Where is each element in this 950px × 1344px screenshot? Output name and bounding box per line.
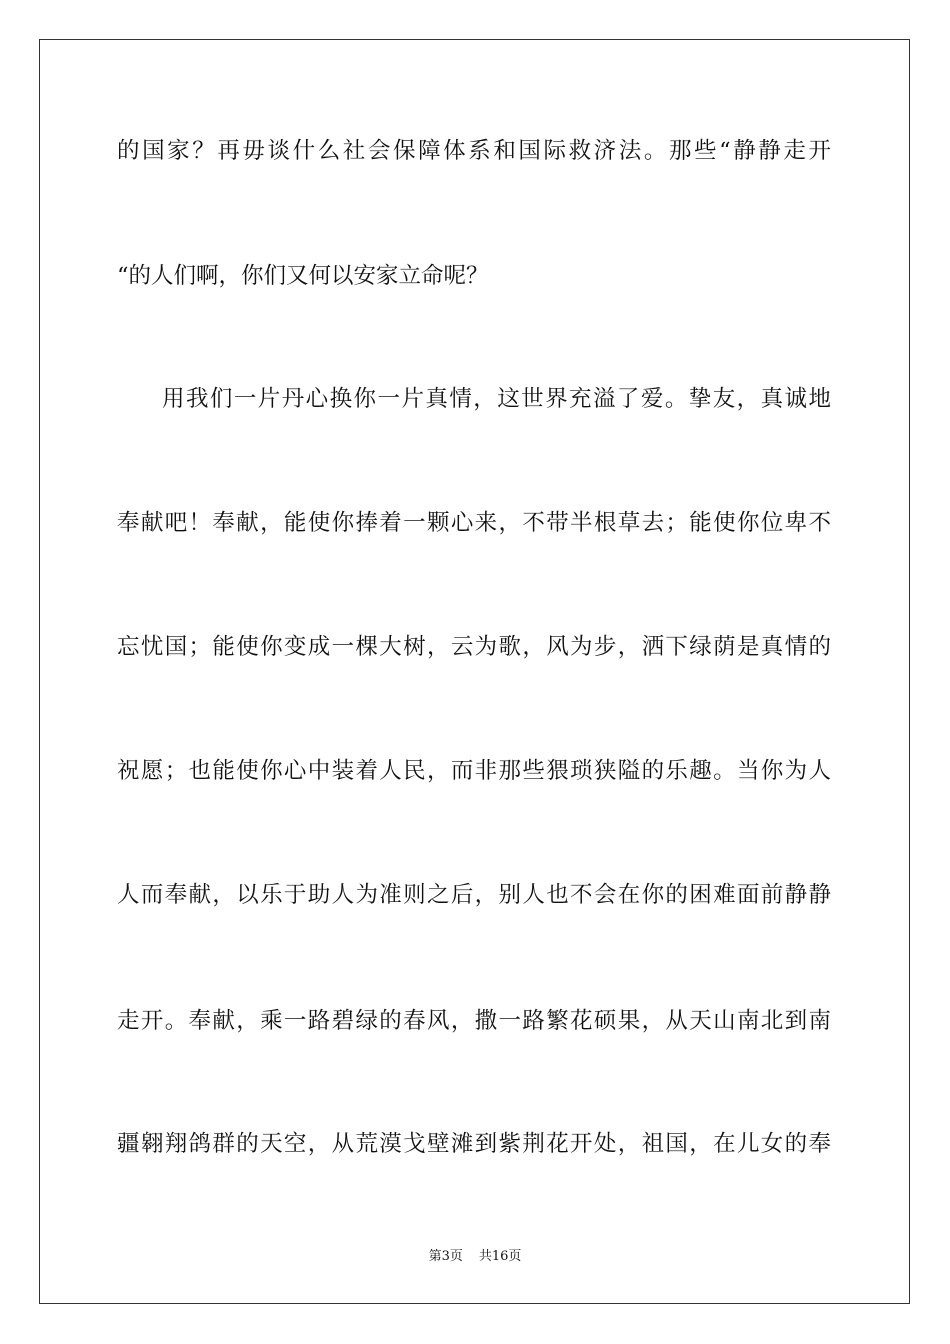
- text-line: 忘忧国；能使你变成一棵大树，云为歌，风为步，洒下绿荫是真情的: [117, 634, 831, 660]
- page-border: [39, 39, 910, 1304]
- paragraph-first-line: 用我们一片丹心换你一片真情，这世界充溢了爱。挚友，真诚地: [162, 386, 831, 412]
- text-line: 疆翱翔鸽群的天空，从荒漠戈壁滩到紫荆花开处，祖国，在儿女的奉: [117, 1131, 831, 1157]
- text-line: 祝愿；也能使你心中装着人民，而非那些猥琐狭隘的乐趣。当你为人: [117, 758, 831, 784]
- page-total: 共16页: [478, 1249, 522, 1264]
- page-number: 第3页: [428, 1249, 463, 1264]
- text-line: “的人们啊，你们又何以安家立命呢？: [117, 263, 489, 289]
- page-footer: [0, 1248, 950, 1266]
- text-line: 奉献吧！奉献，能使你捧着一颗心来，不带半根草去；能使你位卑不: [117, 510, 831, 536]
- text-line: 的国家？再毋谈什么社会保障体系和国际救济法。那些“静静走开: [117, 138, 831, 164]
- text-line: 走开。奉献，乘一路碧绿的春风，撒一路繁花硕果，从天山南北到南: [117, 1008, 831, 1034]
- text-line: 人而奉献，以乐于助人为准则之后，别人也不会在你的困难面前静静: [117, 882, 831, 908]
